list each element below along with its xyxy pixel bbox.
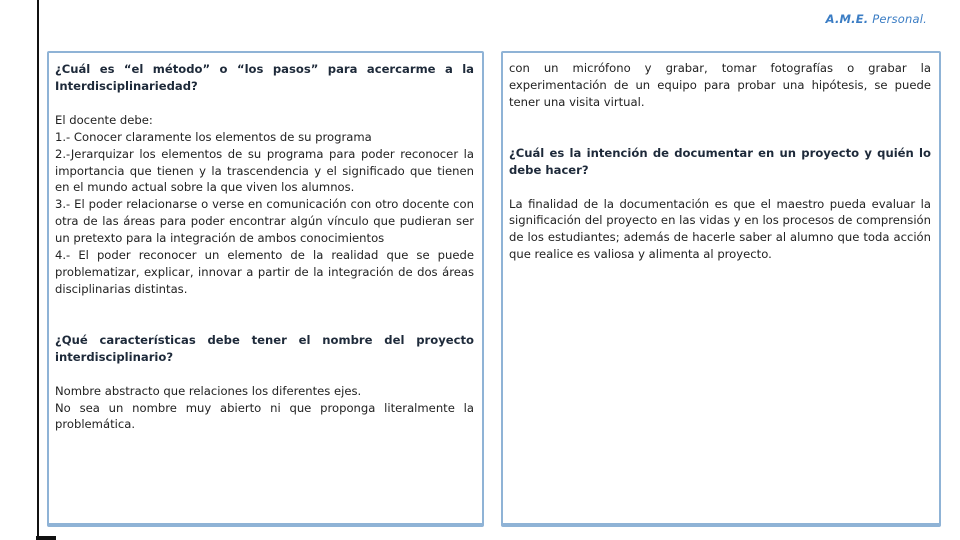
answer-line: Nombre abstracto que relaciones los diferentes ejes. — [55, 383, 362, 398]
brand-name: A.M.E. — [825, 12, 869, 26]
brand-suffix: Personal. — [872, 12, 927, 26]
panel-divider — [503, 523, 939, 525]
list-item: 3.- El poder relacionarse o verse en comunicación con otro docente con otra de las áreas para poder encontrar algún vínculo que pudieran ser un pretexto para la integración de ambos conocimientos — [55, 197, 474, 246]
corner-mark — [36, 536, 56, 540]
left-margin-rule — [37, 0, 39, 540]
list-item: 4.- El poder reconocer un elemento de la realidad que se puede problematizar, explicar, innovar a partir de la integración de dos áreas disciplinarias distintas. — [55, 248, 474, 296]
answer-documentation: La finalidad de la documentación es que el maestro pueda evaluar la significación del proyecto en las vidas y en los procesos de comprensión de los estudiantes; además de hacerle saber al alumno que toda acción que realice es valiosa y alimenta al proyecto. — [509, 196, 931, 262]
question-method: ¿Cuál es “el método” o “los pasos” para acercarme a la Interdisciplinariedad? — [55, 62, 474, 93]
right-panel — [501, 51, 941, 527]
question-project-name: ¿Qué características debe tener el nombre del proyecto interdisciplinario? — [55, 332, 474, 364]
right-panel-content — [509, 60, 931, 263]
answer-line: No sea un nombre muy abierto ni que proponga literalmente la problemática. — [55, 400, 474, 432]
teacher-intro: El docente debe: — [55, 112, 153, 127]
left-panel-content — [55, 61, 474, 433]
panel-divider — [49, 523, 482, 525]
list-item: 1.- Conocer claramente los elementos de su programa — [55, 129, 372, 144]
question-documentation: ¿Cuál es la intención de documentar en un proyecto y quién lo debe hacer? — [509, 145, 931, 177]
continuation-text: con un micrófono y grabar, tomar fotografías o grabar la experimentación de un equipo para probar una hipótesis, se puede tener una visita virtual. — [509, 61, 931, 109]
header-brand — [826, 12, 927, 26]
list-item: 2.-Jerarquizar los elementos de su programa para poder reconocer la importancia que tienen y la trascendencia y el significado que tienen en el mundo actual sobre la que viven los alumnos. — [55, 146, 474, 195]
left-panel — [47, 51, 484, 527]
